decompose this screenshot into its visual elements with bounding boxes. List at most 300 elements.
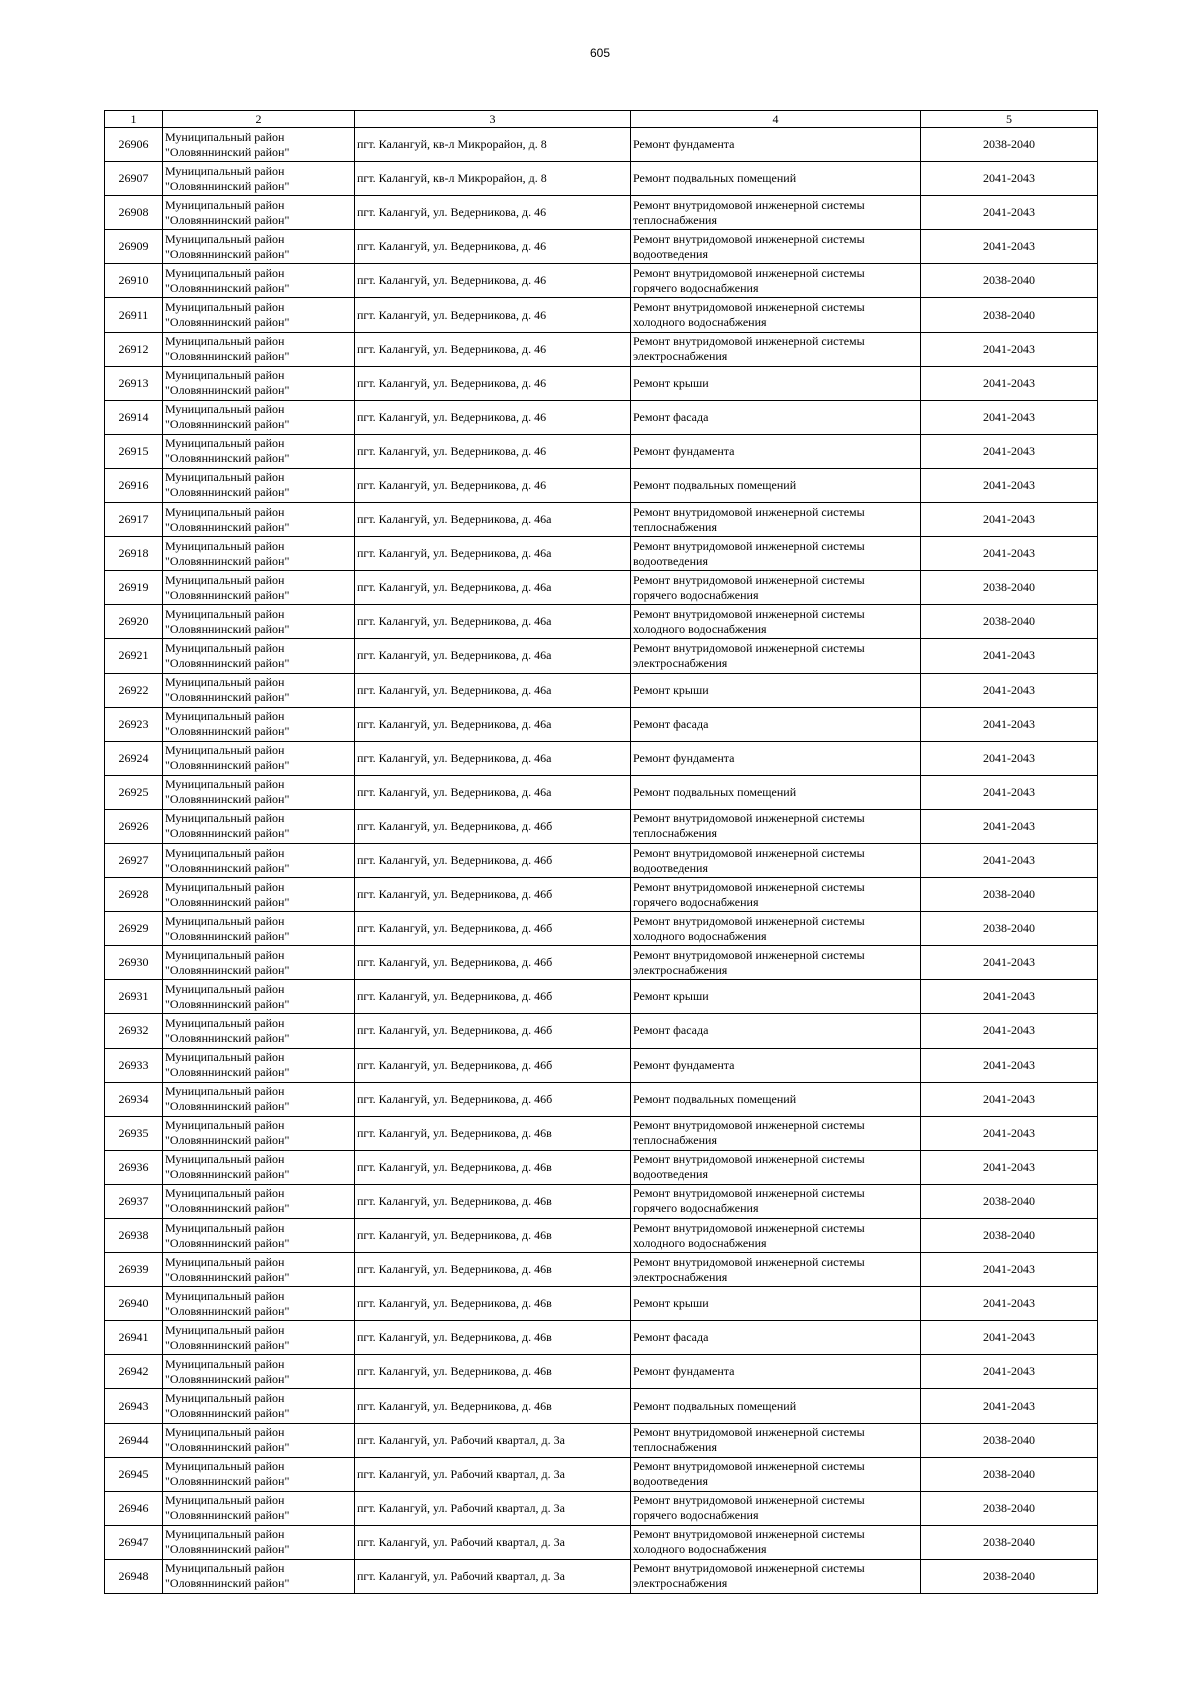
work-type-cell xyxy=(631,741,921,775)
period-cell: 2038-2040 xyxy=(921,1559,1098,1593)
municipality-cell xyxy=(163,571,355,605)
row-number-cell: 26931 xyxy=(105,980,163,1014)
period-cell: 2041-2043 xyxy=(921,1014,1098,1048)
table-row xyxy=(105,503,1098,537)
municipality-line: Муниципальный район xyxy=(165,538,285,553)
work-type-line: Ремонт подвальных помещений xyxy=(633,784,797,799)
municipality-line: Муниципальный район xyxy=(165,777,285,792)
period-cell: 2038-2040 xyxy=(921,878,1098,912)
municipality-line: Муниципальный район xyxy=(165,197,285,212)
work-type-cell xyxy=(631,1559,921,1593)
work-type-cell xyxy=(631,128,921,162)
work-type-line: Ремонт внутридомовой инженерной системы xyxy=(633,1459,865,1474)
work-type-cell xyxy=(631,1082,921,1116)
municipality-cell xyxy=(163,1457,355,1491)
period-cell: 2041-2043 xyxy=(921,332,1098,366)
table-row xyxy=(105,332,1098,366)
period-cell: 2041-2043 xyxy=(921,809,1098,843)
municipality-line: "Оловяннинский район" xyxy=(165,1576,290,1591)
period-cell: 2041-2043 xyxy=(921,230,1098,264)
municipality-line: "Оловяннинский район" xyxy=(165,315,290,330)
work-type-cell xyxy=(631,400,921,434)
municipality-line: Муниципальный район xyxy=(165,675,285,690)
municipality-line: Муниципальный район xyxy=(165,334,285,349)
period-cell: 2041-2043 xyxy=(921,468,1098,502)
row-number-cell: 26933 xyxy=(105,1048,163,1082)
address-cell: пгт. Калангуй, ул. Ведерникова, д. 46в xyxy=(355,1389,631,1423)
address-cell: пгт. Калангуй, ул. Ведерникова, д. 46в xyxy=(355,1150,631,1184)
table-row xyxy=(105,707,1098,741)
table-row xyxy=(105,673,1098,707)
period-cell: 2041-2043 xyxy=(921,1321,1098,1355)
work-type-cell xyxy=(631,366,921,400)
address-cell: пгт. Калангуй, ул. Ведерникова, д. 46а xyxy=(355,673,631,707)
period-cell: 2041-2043 xyxy=(921,162,1098,196)
municipality-line: "Оловяннинский район" xyxy=(165,1235,290,1250)
table-row xyxy=(105,741,1098,775)
row-number-cell: 26929 xyxy=(105,912,163,946)
work-type-line: Ремонт подвальных помещений xyxy=(633,1398,797,1413)
table-row xyxy=(105,878,1098,912)
work-type-cell xyxy=(631,1423,921,1457)
work-type-line: Ремонт внутридомовой инженерной системы xyxy=(633,504,865,519)
municipality-line: Муниципальный район xyxy=(165,606,285,621)
work-type-line: Ремонт фасада xyxy=(633,716,709,731)
row-number-cell: 26917 xyxy=(105,503,163,537)
address-cell: пгт. Калангуй, ул. Ведерникова, д. 46в xyxy=(355,1219,631,1253)
row-number-cell: 26937 xyxy=(105,1184,163,1218)
municipality-line: Муниципальный район xyxy=(165,300,285,315)
table-row xyxy=(105,1116,1098,1150)
municipality-cell xyxy=(163,1048,355,1082)
work-type-cell xyxy=(631,162,921,196)
municipality-line: "Оловяннинский район" xyxy=(165,1269,290,1284)
municipality-line: Муниципальный район xyxy=(165,470,285,485)
work-type-line: Ремонт внутридомовой инженерной системы xyxy=(633,1561,865,1576)
municipality-line: "Оловяннинский район" xyxy=(165,962,290,977)
municipality-line: Муниципальный район xyxy=(165,572,285,587)
work-type-line: Ремонт внутридомовой инженерной системы xyxy=(633,879,865,894)
municipality-line: "Оловяннинский район" xyxy=(165,826,290,841)
row-number-cell: 26939 xyxy=(105,1253,163,1287)
row-number-cell: 26927 xyxy=(105,843,163,877)
municipality-cell xyxy=(163,1082,355,1116)
address-cell: пгт. Калангуй, ул. Рабочий квартал, д. 3а xyxy=(355,1457,631,1491)
address-cell: пгт. Калангуй, ул. Рабочий квартал, д. 3а xyxy=(355,1423,631,1457)
municipality-line: Муниципальный район xyxy=(165,1356,285,1371)
municipality-cell xyxy=(163,946,355,980)
work-type-line: Ремонт крыши xyxy=(633,682,709,697)
work-type-cell xyxy=(631,1014,921,1048)
table-row xyxy=(105,1219,1098,1253)
work-type-line: водоотведения xyxy=(633,553,708,568)
municipality-line: "Оловяннинский район" xyxy=(165,690,290,705)
row-number-cell: 26932 xyxy=(105,1014,163,1048)
table-row xyxy=(105,366,1098,400)
table-row xyxy=(105,639,1098,673)
municipality-line: Муниципальный район xyxy=(165,845,285,860)
work-type-line: холодного водоснабжения xyxy=(633,928,767,943)
municipality-line: Муниципальный район xyxy=(165,1015,285,1030)
work-type-cell xyxy=(631,946,921,980)
work-type-line: Ремонт внутридомовой инженерной системы xyxy=(633,197,865,212)
work-type-cell xyxy=(631,980,921,1014)
municipality-cell xyxy=(163,196,355,230)
address-cell: пгт. Калангуй, ул. Ведерникова, д. 46а xyxy=(355,571,631,605)
period-cell: 2038-2040 xyxy=(921,1423,1098,1457)
work-type-line: теплоснабжения xyxy=(633,212,717,227)
municipality-line: "Оловяннинский район" xyxy=(165,1065,290,1080)
municipality-line: Муниципальный район xyxy=(165,947,285,962)
work-type-line: Ремонт внутридомовой инженерной системы xyxy=(633,1220,865,1235)
row-number-cell: 26920 xyxy=(105,605,163,639)
table-row xyxy=(105,400,1098,434)
municipality-line: "Оловяннинский район" xyxy=(165,519,290,534)
row-number-cell: 26916 xyxy=(105,468,163,502)
municipality-cell xyxy=(163,1389,355,1423)
table-row xyxy=(105,434,1098,468)
period-cell: 2038-2040 xyxy=(921,605,1098,639)
municipality-line: Муниципальный район xyxy=(165,1186,285,1201)
municipality-cell xyxy=(163,434,355,468)
work-type-cell xyxy=(631,707,921,741)
period-cell: 2041-2043 xyxy=(921,1355,1098,1389)
work-type-cell xyxy=(631,230,921,264)
repair-schedule-table xyxy=(104,110,1098,1594)
work-type-line: Ремонт крыши xyxy=(633,375,709,390)
work-type-line: Ремонт фундамента xyxy=(633,443,735,458)
row-number-cell: 26918 xyxy=(105,537,163,571)
municipality-cell xyxy=(163,128,355,162)
address-cell: пгт. Калангуй, ул. Ведерникова, д. 46 xyxy=(355,468,631,502)
municipality-line: Муниципальный район xyxy=(165,743,285,758)
work-type-line: горячего водоснабжения xyxy=(633,587,759,602)
row-number-cell: 26915 xyxy=(105,434,163,468)
work-type-line: Ремонт внутридомовой инженерной системы xyxy=(633,640,865,655)
address-cell: пгт. Калангуй, ул. Ведерникова, д. 46 xyxy=(355,196,631,230)
municipality-cell xyxy=(163,537,355,571)
work-type-line: Ремонт внутридомовой инженерной системы xyxy=(633,1425,865,1440)
municipality-line: Муниципальный район xyxy=(165,402,285,417)
column-header-2: 2 xyxy=(163,111,355,128)
municipality-line: "Оловяннинский район" xyxy=(165,1133,290,1148)
row-number-cell: 26926 xyxy=(105,809,163,843)
municipality-line: "Оловяннинский район" xyxy=(165,212,290,227)
row-number-cell: 26919 xyxy=(105,571,163,605)
municipality-cell xyxy=(163,605,355,639)
period-cell: 2038-2040 xyxy=(921,1219,1098,1253)
municipality-line: Муниципальный район xyxy=(165,1561,285,1576)
table-row xyxy=(105,843,1098,877)
row-number-cell: 26935 xyxy=(105,1116,163,1150)
work-type-cell xyxy=(631,434,921,468)
municipality-line: Муниципальный район xyxy=(165,231,285,246)
work-type-line: Ремонт фасада xyxy=(633,409,709,424)
municipality-line: Муниципальный район xyxy=(165,1322,285,1337)
period-cell: 2041-2043 xyxy=(921,980,1098,1014)
table-row xyxy=(105,946,1098,980)
work-type-cell xyxy=(631,912,921,946)
row-number-cell: 26947 xyxy=(105,1525,163,1559)
municipality-line: Муниципальный район xyxy=(165,1493,285,1508)
municipality-line: Муниципальный район xyxy=(165,913,285,928)
address-cell: пгт. Калангуй, ул. Ведерникова, д. 46а xyxy=(355,775,631,809)
work-type-cell xyxy=(631,673,921,707)
work-type-line: Ремонт фундамента xyxy=(633,1057,735,1072)
municipality-line: "Оловяннинский район" xyxy=(165,1406,290,1421)
period-cell: 2038-2040 xyxy=(921,1184,1098,1218)
municipality-line: Муниципальный район xyxy=(165,1050,285,1065)
municipality-line: "Оловяннинский район" xyxy=(165,144,290,159)
table-row xyxy=(105,1150,1098,1184)
municipality-cell xyxy=(163,1014,355,1048)
table-row xyxy=(105,162,1098,196)
work-type-line: водоотведения xyxy=(633,246,708,261)
work-type-line: Ремонт внутридомовой инженерной системы xyxy=(633,606,865,621)
work-type-line: Ремонт внутридомовой инженерной системы xyxy=(633,947,865,962)
row-number-cell: 26945 xyxy=(105,1457,163,1491)
municipality-line: "Оловяннинский район" xyxy=(165,1508,290,1523)
table-row xyxy=(105,1457,1098,1491)
municipality-cell xyxy=(163,1355,355,1389)
period-cell: 2041-2043 xyxy=(921,1150,1098,1184)
row-number-cell: 26940 xyxy=(105,1287,163,1321)
address-cell: пгт. Калангуй, ул. Ведерникова, д. 46 xyxy=(355,332,631,366)
table-row xyxy=(105,468,1098,502)
municipality-cell xyxy=(163,1423,355,1457)
work-type-line: теплоснабжения xyxy=(633,519,717,534)
row-number-cell: 26925 xyxy=(105,775,163,809)
work-type-line: электроснабжения xyxy=(633,349,728,364)
address-cell: пгт. Калангуй, ул. Ведерникова, д. 46 xyxy=(355,230,631,264)
row-number-cell: 26923 xyxy=(105,707,163,741)
municipality-line: "Оловяннинский район" xyxy=(165,451,290,466)
period-cell: 2038-2040 xyxy=(921,1491,1098,1525)
address-cell: пгт. Калангуй, ул. Ведерникова, д. 46б xyxy=(355,946,631,980)
work-type-line: Ремонт фундамента xyxy=(633,750,735,765)
row-number-cell: 26936 xyxy=(105,1150,163,1184)
row-number-cell: 26930 xyxy=(105,946,163,980)
row-number-cell: 26943 xyxy=(105,1389,163,1423)
address-cell: пгт. Калангуй, ул. Ведерникова, д. 46в xyxy=(355,1355,631,1389)
table-row xyxy=(105,1525,1098,1559)
municipality-line: "Оловяннинский район" xyxy=(165,280,290,295)
period-cell: 2041-2043 xyxy=(921,1048,1098,1082)
work-type-cell xyxy=(631,1116,921,1150)
work-type-cell xyxy=(631,503,921,537)
period-cell: 2038-2040 xyxy=(921,264,1098,298)
municipality-line: "Оловяннинский район" xyxy=(165,1474,290,1489)
municipality-cell xyxy=(163,298,355,332)
municipality-line: "Оловяннинский район" xyxy=(165,1167,290,1182)
municipality-cell xyxy=(163,741,355,775)
row-number-cell: 26938 xyxy=(105,1219,163,1253)
period-cell: 2038-2040 xyxy=(921,298,1098,332)
period-cell: 2041-2043 xyxy=(921,1253,1098,1287)
address-cell: пгт. Калангуй, ул. Ведерникова, д. 46б xyxy=(355,912,631,946)
column-header-4: 4 xyxy=(631,111,921,128)
municipality-line: Муниципальный район xyxy=(165,1254,285,1269)
work-type-line: Ремонт фасада xyxy=(633,1330,709,1345)
municipality-cell xyxy=(163,1150,355,1184)
work-type-line: холодного водоснабжения xyxy=(633,1542,767,1557)
municipality-cell xyxy=(163,1219,355,1253)
address-cell: пгт. Калангуй, кв-л Микрорайон, д. 8 xyxy=(355,128,631,162)
work-type-line: водоотведения xyxy=(633,860,708,875)
work-type-line: теплоснабжения xyxy=(633,826,717,841)
period-cell: 2041-2043 xyxy=(921,366,1098,400)
table-row xyxy=(105,605,1098,639)
address-cell: пгт. Калангуй, ул. Ведерникова, д. 46б xyxy=(355,1014,631,1048)
work-type-cell xyxy=(631,1491,921,1525)
municipality-cell xyxy=(163,775,355,809)
municipality-cell xyxy=(163,878,355,912)
municipality-line: "Оловяннинский район" xyxy=(165,758,290,773)
work-type-cell xyxy=(631,639,921,673)
municipality-line: "Оловяннинский район" xyxy=(165,621,290,636)
period-cell: 2038-2040 xyxy=(921,912,1098,946)
municipality-line: Муниципальный район xyxy=(165,436,285,451)
municipality-cell xyxy=(163,1116,355,1150)
municipality-line: "Оловяннинский район" xyxy=(165,860,290,875)
address-cell: пгт. Калангуй, ул. Ведерникова, д. 46 xyxy=(355,298,631,332)
work-type-line: водоотведения xyxy=(633,1474,708,1489)
municipality-cell xyxy=(163,230,355,264)
municipality-line: "Оловяннинский район" xyxy=(165,1371,290,1386)
work-type-line: теплоснабжения xyxy=(633,1133,717,1148)
table-row xyxy=(105,775,1098,809)
row-number-cell: 26913 xyxy=(105,366,163,400)
work-type-line: электроснабжения xyxy=(633,962,728,977)
period-cell: 2041-2043 xyxy=(921,946,1098,980)
municipality-cell xyxy=(163,1287,355,1321)
column-header-5: 5 xyxy=(921,111,1098,128)
address-cell: пгт. Калангуй, ул. Ведерникова, д. 46а xyxy=(355,503,631,537)
municipality-line: "Оловяннинский район" xyxy=(165,178,290,193)
work-type-cell xyxy=(631,1048,921,1082)
address-cell: пгт. Калангуй, ул. Ведерникова, д. 46б xyxy=(355,843,631,877)
work-type-line: Ремонт внутридомовой инженерной системы xyxy=(633,1152,865,1167)
address-cell: пгт. Калангуй, ул. Ведерникова, д. 46б xyxy=(355,809,631,843)
work-type-cell xyxy=(631,1150,921,1184)
address-cell: пгт. Калангуй, ул. Рабочий квартал, д. 3а xyxy=(355,1491,631,1525)
table-row xyxy=(105,571,1098,605)
work-type-cell xyxy=(631,1525,921,1559)
table-body xyxy=(105,128,1098,1594)
table-row xyxy=(105,1423,1098,1457)
work-type-line: Ремонт подвальных помещений xyxy=(633,171,797,186)
municipality-cell xyxy=(163,843,355,877)
table-row xyxy=(105,1014,1098,1048)
municipality-line: "Оловяннинский район" xyxy=(165,587,290,602)
work-type-line: Ремонт подвальных помещений xyxy=(633,477,797,492)
table-row xyxy=(105,1184,1098,1218)
work-type-line: Ремонт фундамента xyxy=(633,1364,735,1379)
row-number-cell: 26908 xyxy=(105,196,163,230)
work-type-line: горячего водоснабжения xyxy=(633,894,759,909)
address-cell: пгт. Калангуй, ул. Ведерникова, д. 46в xyxy=(355,1253,631,1287)
row-number-cell: 26912 xyxy=(105,332,163,366)
municipality-cell xyxy=(163,1253,355,1287)
municipality-line: "Оловяннинский район" xyxy=(165,996,290,1011)
municipality-cell xyxy=(163,400,355,434)
work-type-line: горячего водоснабжения xyxy=(633,280,759,295)
row-number-cell: 26946 xyxy=(105,1491,163,1525)
table-row xyxy=(105,1491,1098,1525)
row-number-cell: 26948 xyxy=(105,1559,163,1593)
address-cell: пгт. Калангуй, ул. Ведерникова, д. 46а xyxy=(355,605,631,639)
work-type-cell xyxy=(631,1219,921,1253)
row-number-cell: 26944 xyxy=(105,1423,163,1457)
address-cell: пгт. Калангуй, кв-л Микрорайон, д. 8 xyxy=(355,162,631,196)
work-type-line: электроснабжения xyxy=(633,655,728,670)
municipality-line: "Оловяннинский район" xyxy=(165,1201,290,1216)
work-type-cell xyxy=(631,1321,921,1355)
municipality-line: "Оловяннинский район" xyxy=(165,1542,290,1557)
municipality-line: Муниципальный район xyxy=(165,981,285,996)
table-row xyxy=(105,1389,1098,1423)
period-cell: 2041-2043 xyxy=(921,843,1098,877)
address-cell: пгт. Калангуй, ул. Ведерникова, д. 46а xyxy=(355,537,631,571)
municipality-line: Муниципальный район xyxy=(165,265,285,280)
municipality-line: "Оловяннинский район" xyxy=(165,894,290,909)
table-row xyxy=(105,1287,1098,1321)
municipality-cell xyxy=(163,162,355,196)
row-number-cell: 26924 xyxy=(105,741,163,775)
municipality-cell xyxy=(163,912,355,946)
municipality-cell xyxy=(163,264,355,298)
address-cell: пгт. Калангуй, ул. Ведерникова, д. 46 xyxy=(355,400,631,434)
period-cell: 2041-2043 xyxy=(921,673,1098,707)
table-row xyxy=(105,264,1098,298)
municipality-line: Муниципальный район xyxy=(165,879,285,894)
address-cell: пгт. Калангуй, ул. Ведерникова, д. 46 xyxy=(355,264,631,298)
period-cell: 2041-2043 xyxy=(921,1116,1098,1150)
address-cell: пгт. Калангуй, ул. Рабочий квартал, д. 3а xyxy=(355,1525,631,1559)
row-number-cell: 26928 xyxy=(105,878,163,912)
municipality-cell xyxy=(163,332,355,366)
address-cell: пгт. Калангуй, ул. Ведерникова, д. 46б xyxy=(355,980,631,1014)
work-type-line: Ремонт крыши xyxy=(633,989,709,1004)
work-type-line: Ремонт фасада xyxy=(633,1023,709,1038)
municipality-line: Муниципальный район xyxy=(165,811,285,826)
municipality-line: "Оловяннинский район" xyxy=(165,1303,290,1318)
municipality-cell xyxy=(163,1525,355,1559)
row-number-cell: 26921 xyxy=(105,639,163,673)
address-cell: пгт. Калангуй, ул. Ведерникова, д. 46в xyxy=(355,1184,631,1218)
address-cell: пгт. Калангуй, ул. Ведерникова, д. 46в xyxy=(355,1116,631,1150)
municipality-cell xyxy=(163,809,355,843)
row-number-cell: 26910 xyxy=(105,264,163,298)
address-cell: пгт. Калангуй, ул. Ведерникова, д. 46 xyxy=(355,434,631,468)
column-header-1: 1 xyxy=(105,111,163,128)
work-type-cell xyxy=(631,878,921,912)
work-type-line: Ремонт внутридомовой инженерной системы xyxy=(633,1186,865,1201)
work-type-line: Ремонт внутридомовой инженерной системы xyxy=(633,1118,865,1133)
municipality-line: "Оловяннинский район" xyxy=(165,1030,290,1045)
period-cell: 2038-2040 xyxy=(921,128,1098,162)
work-type-line: Ремонт внутридомовой инженерной системы xyxy=(633,1254,865,1269)
municipality-cell xyxy=(163,1491,355,1525)
work-type-line: холодного водоснабжения xyxy=(633,621,767,636)
work-type-cell xyxy=(631,1457,921,1491)
municipality-line: Муниципальный район xyxy=(165,129,285,144)
work-type-line: Ремонт внутридомовой инженерной системы xyxy=(633,538,865,553)
row-number-cell: 26941 xyxy=(105,1321,163,1355)
work-type-line: Ремонт крыши xyxy=(633,1296,709,1311)
work-type-line: Ремонт внутридомовой инженерной системы xyxy=(633,1493,865,1508)
row-number-cell: 26909 xyxy=(105,230,163,264)
